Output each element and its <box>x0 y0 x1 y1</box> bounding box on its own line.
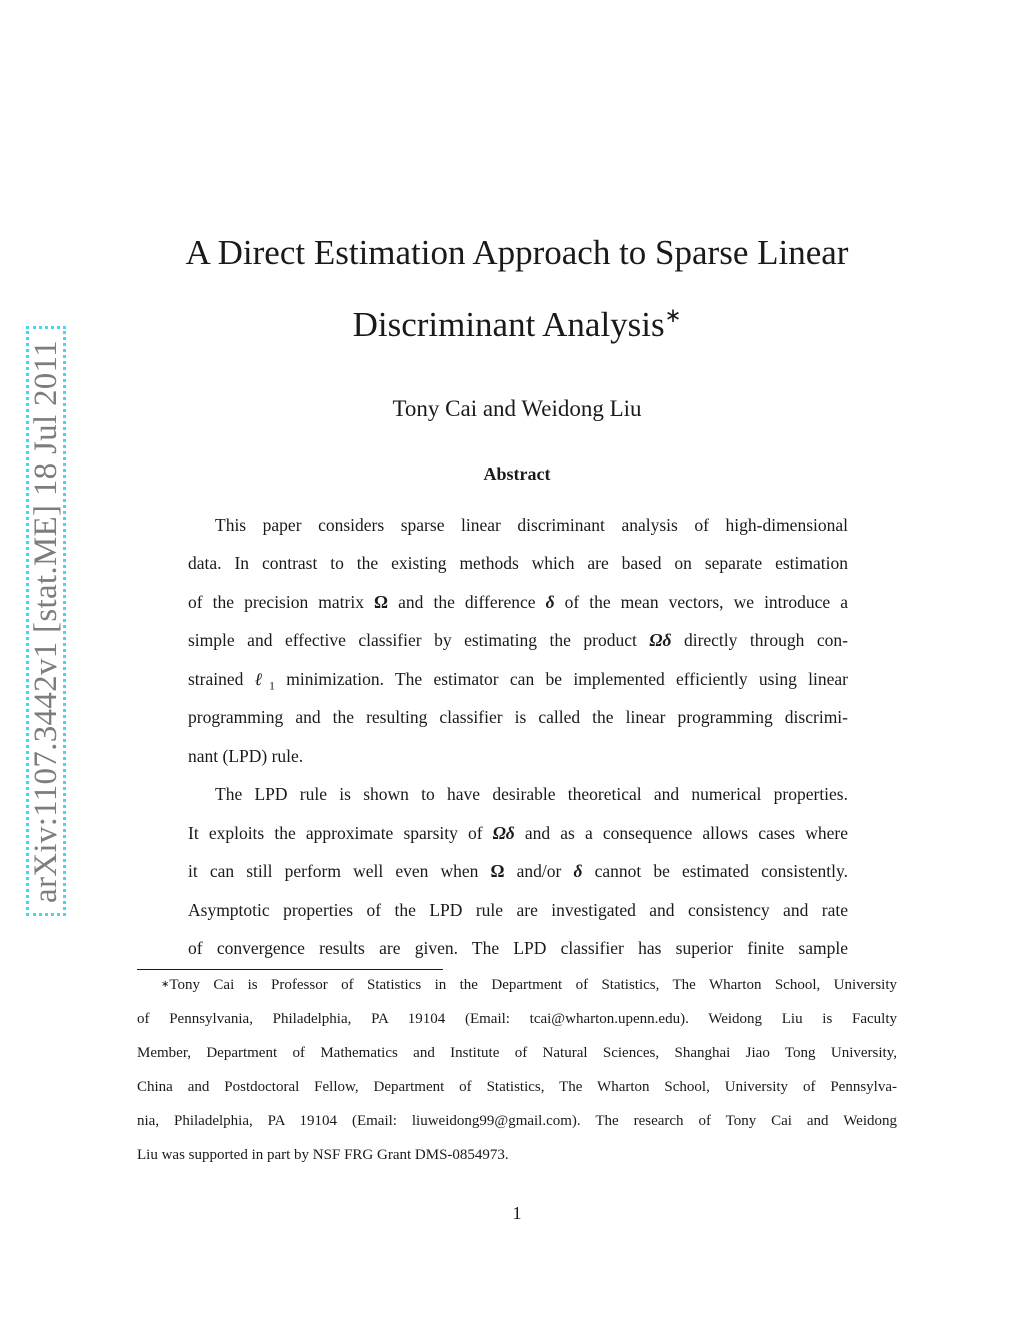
title-footnote-mark: ∗ <box>664 305 682 327</box>
paper-title-line-1: A Direct Estimation Approach to Sparse Linear <box>185 233 849 272</box>
abstract-line: Asymptotic properties of the LPD rule are investigated and consistency and rate <box>188 900 848 920</box>
abstract-line: This paper considers sparse linear discriminant analysis of high-dimensional <box>215 515 848 535</box>
omega-delta-product: Ωδ <box>649 630 672 650</box>
paper-title-line-2-text: Discriminant Analysis <box>352 305 665 344</box>
omega-symbol: Ω <box>374 592 389 612</box>
ell-subscript: 1 <box>268 678 275 693</box>
omega-symbol: Ω <box>490 861 505 881</box>
delta-symbol: δ <box>573 861 583 881</box>
abstract-line: It exploits the approximate sparsity of Ωδ and as a consequence allows cases where <box>188 823 848 843</box>
abstract-line: of the precision matrix Ω and the difference δ of the mean vectors, we introduce a <box>188 592 848 612</box>
abstract-heading: Abstract <box>483 464 551 484</box>
author-list: Tony Cai and Weidong Liu <box>392 396 642 421</box>
footnote-line: China and Postdoctoral Fellow, Department of Statistics, The Wharton School, University of Pennsylva- <box>137 1079 897 1095</box>
footnote-line: Liu was supported in part by NSF FRG Grant DMS-0854973. <box>137 1147 509 1163</box>
footnote-mark: ∗ <box>161 979 170 990</box>
abstract-line: of convergence results are given. The LPD classifier has superior finite sample <box>188 938 848 958</box>
footnote-line: ∗Tony Cai is Professor of Statistics in the Department of Statistics, The Wharton School, University <box>161 977 897 993</box>
footnote-line: of Pennsylvania, Philadelphia, PA 19104 (Email: tcai@wharton.upenn.edu). Weidong Liu is Faculty <box>137 1011 897 1027</box>
abstract-line: simple and effective classifier by estimating the product Ωδ directly through con- <box>188 630 848 650</box>
ell-symbol: ℓ <box>254 669 269 689</box>
arxiv-identifier-stamp <box>26 326 66 916</box>
abstract-line: it can still perform well even when Ω and/or δ cannot be estimated consistently. <box>188 861 848 881</box>
delta-symbol: δ <box>545 592 555 612</box>
abstract-line: nant (LPD) rule. <box>188 746 304 766</box>
footnote-line: nia, Philadelphia, PA 19104 (Email: liuweidong99@gmail.com). The research of Tony Cai and Weidong <box>137 1113 897 1129</box>
footnote-divider <box>137 969 443 970</box>
page-number: 1 <box>512 1203 522 1223</box>
paper-title-line-2 <box>120 305 914 345</box>
arxiv-identifier-text: arXiv:1107.3442v1 [stat.ME] 18 Jul 2011 <box>27 339 64 903</box>
abstract-line: data. In contrast to the existing methods which are based on separate estimation <box>188 553 848 573</box>
omega-delta-product: Ωδ <box>492 823 515 843</box>
abstract-line: programming and the resulting classifier is called the linear programming discrimi- <box>188 707 848 727</box>
abstract-line: strained ℓ$_1$ minimization. The estimator can be implemented efficiently using linear <box>188 669 848 693</box>
footnote-line: Member, Department of Mathematics and Institute of Natural Sciences, Shanghai Jiao Tong University, <box>137 1045 897 1061</box>
abstract-line: The LPD rule is shown to have desirable theoretical and numerical properties. <box>215 784 848 804</box>
